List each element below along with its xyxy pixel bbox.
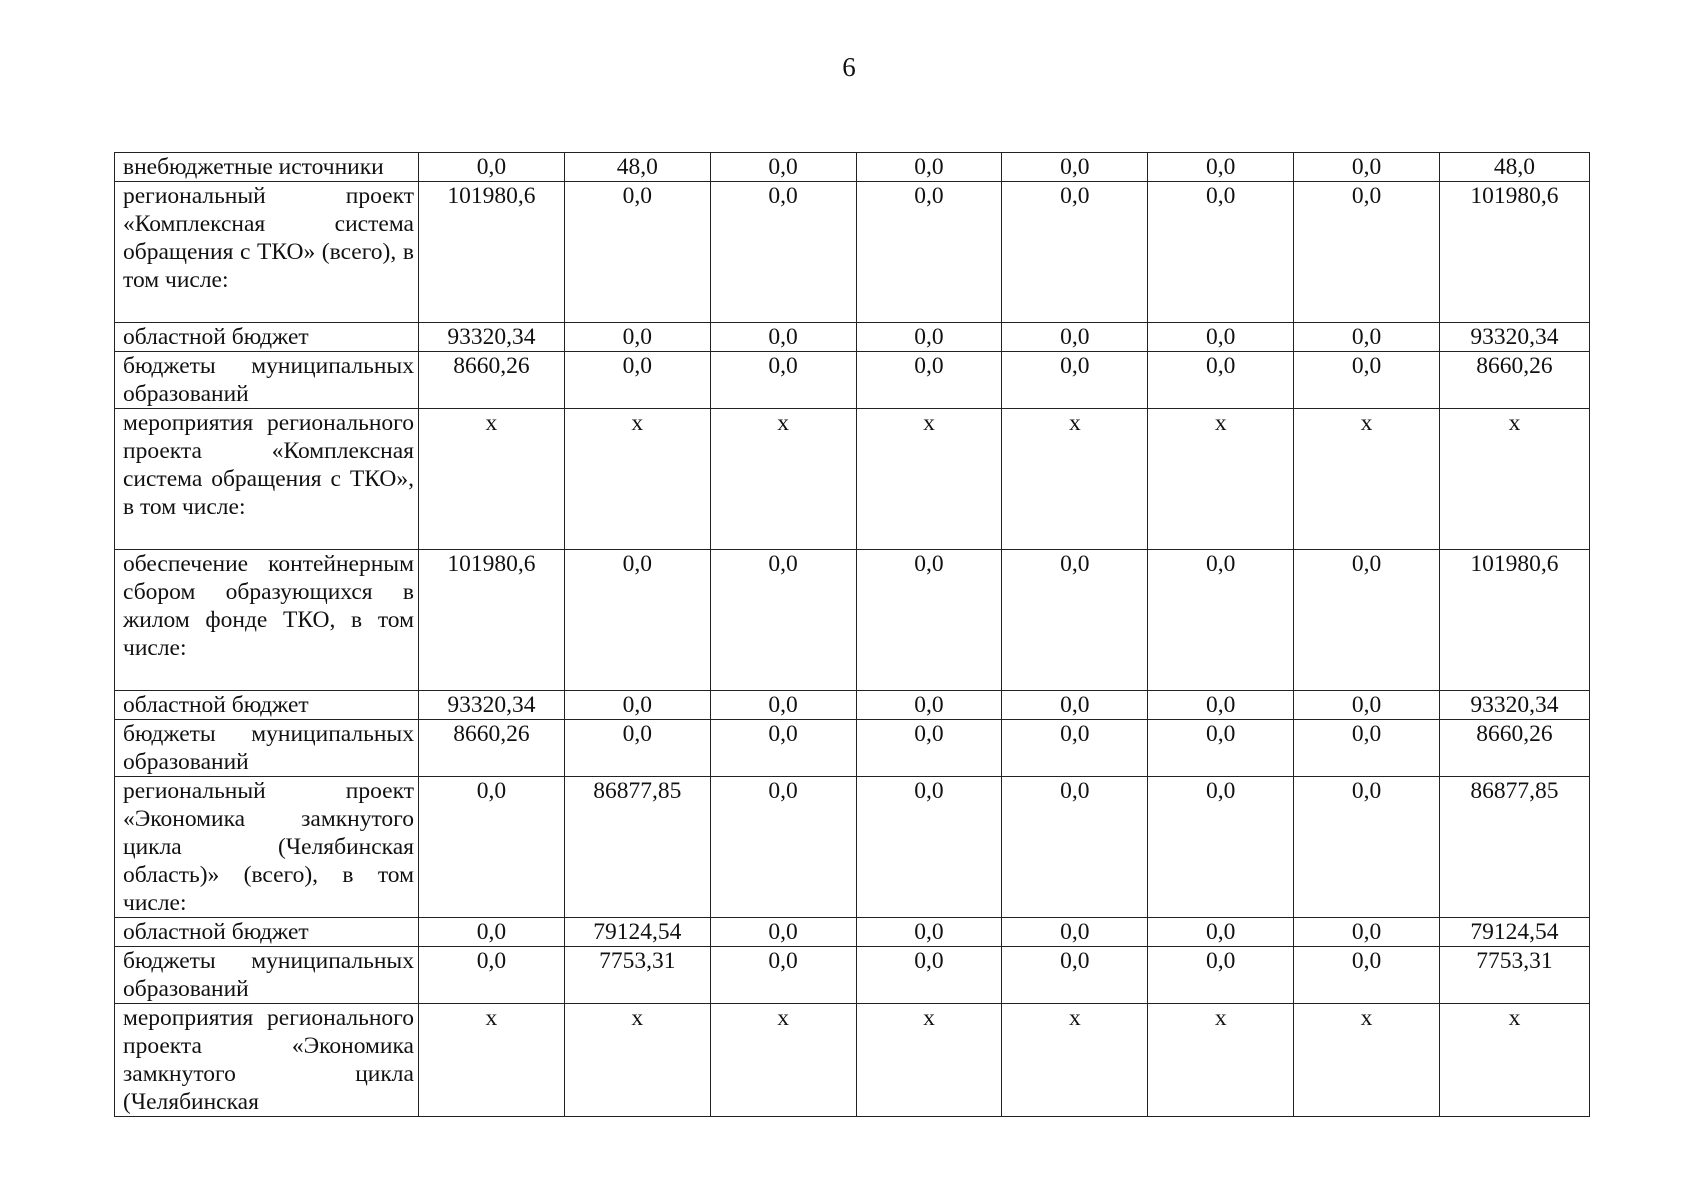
table-body <box>115 153 1590 1117</box>
value-cell: 0,0 <box>1002 352 1148 409</box>
row-label: региональный проект «Экономика замкнутого цикла (Челябинская область)» (всего), в том числе: <box>115 777 419 918</box>
value-cell: 79124,54 <box>564 918 710 947</box>
value-cell: 8660,26 <box>418 720 564 777</box>
value-cell: 0,0 <box>856 153 1002 182</box>
value-cell: 0,0 <box>1294 720 1440 777</box>
value-cell: x <box>1002 1004 1148 1117</box>
value-cell: 0,0 <box>856 691 1002 720</box>
value-cell: 0,0 <box>564 720 710 777</box>
value-cell: 0,0 <box>564 550 710 691</box>
value-cell: 0,0 <box>1002 947 1148 1004</box>
value-cell: 0,0 <box>1002 153 1148 182</box>
value-cell: x <box>856 409 1002 550</box>
table-row <box>115 947 1590 1004</box>
value-cell: 0,0 <box>1148 918 1294 947</box>
value-cell: 101980,6 <box>1439 182 1589 323</box>
value-cell: 79124,54 <box>1439 918 1589 947</box>
value-cell: 0,0 <box>1294 947 1440 1004</box>
table-row <box>115 691 1590 720</box>
value-cell: 0,0 <box>856 947 1002 1004</box>
value-cell: 0,0 <box>710 947 856 1004</box>
value-cell: x <box>418 409 564 550</box>
table-row <box>115 182 1590 323</box>
value-cell: 0,0 <box>1148 153 1294 182</box>
value-cell: 101980,6 <box>418 550 564 691</box>
value-cell: x <box>1439 409 1589 550</box>
row-label: бюджеты муниципальных образований <box>115 352 419 409</box>
value-cell: 0,0 <box>856 352 1002 409</box>
value-cell: x <box>564 409 710 550</box>
value-cell: 0,0 <box>1002 918 1148 947</box>
value-cell: 93320,34 <box>1439 323 1589 352</box>
value-cell: 0,0 <box>710 777 856 918</box>
value-cell: x <box>856 1004 1002 1117</box>
value-cell: 7753,31 <box>1439 947 1589 1004</box>
value-cell: 0,0 <box>1294 691 1440 720</box>
value-cell: x <box>1294 409 1440 550</box>
value-cell: 0,0 <box>710 352 856 409</box>
value-cell: x <box>1148 1004 1294 1117</box>
value-cell: 0,0 <box>1002 777 1148 918</box>
table-row <box>115 1004 1590 1117</box>
value-cell: x <box>1439 1004 1589 1117</box>
value-cell: x <box>564 1004 710 1117</box>
value-cell: x <box>1294 1004 1440 1117</box>
value-cell: 0,0 <box>856 720 1002 777</box>
row-label: областной бюджет <box>115 323 419 352</box>
value-cell: x <box>710 1004 856 1117</box>
value-cell: 0,0 <box>1002 691 1148 720</box>
value-cell: 0,0 <box>418 947 564 1004</box>
row-label: бюджеты муниципальных образований <box>115 947 419 1004</box>
value-cell: 0,0 <box>1294 182 1440 323</box>
value-cell: x <box>710 409 856 550</box>
value-cell: 0,0 <box>1148 691 1294 720</box>
value-cell: 0,0 <box>1294 777 1440 918</box>
value-cell: 0,0 <box>564 691 710 720</box>
value-cell: 0,0 <box>1148 550 1294 691</box>
value-cell: 101980,6 <box>1439 550 1589 691</box>
row-label: мероприятия регионального проекта «Комплексная система обращения с ТКО», в том числе: <box>115 409 419 550</box>
value-cell: 0,0 <box>856 777 1002 918</box>
value-cell: 48,0 <box>564 153 710 182</box>
value-cell: 0,0 <box>710 720 856 777</box>
budget-table <box>114 152 1590 1117</box>
value-cell: 86877,85 <box>564 777 710 918</box>
value-cell: 0,0 <box>564 182 710 323</box>
table-row <box>115 409 1590 550</box>
row-label: региональный проект «Комплексная система обращения с ТКО» (всего), в том числе: <box>115 182 419 323</box>
table-row <box>115 720 1590 777</box>
value-cell: 8660,26 <box>1439 352 1589 409</box>
table-row <box>115 153 1590 182</box>
value-cell: x <box>418 1004 564 1117</box>
value-cell: 0,0 <box>1294 918 1440 947</box>
row-label: областной бюджет <box>115 918 419 947</box>
value-cell: 0,0 <box>710 918 856 947</box>
table-row <box>115 918 1590 947</box>
row-label: мероприятия регионального проекта «Экономика замкнутого цикла (Челябинская <box>115 1004 419 1117</box>
row-label: областной бюджет <box>115 691 419 720</box>
value-cell: 0,0 <box>564 323 710 352</box>
table-row <box>115 550 1590 691</box>
value-cell: 7753,31 <box>564 947 710 1004</box>
value-cell: 0,0 <box>1294 550 1440 691</box>
value-cell: 0,0 <box>1294 323 1440 352</box>
value-cell: 93320,34 <box>418 691 564 720</box>
value-cell: 0,0 <box>710 153 856 182</box>
value-cell: x <box>1002 409 1148 550</box>
value-cell: 0,0 <box>418 777 564 918</box>
value-cell: 0,0 <box>1002 323 1148 352</box>
value-cell: 0,0 <box>1148 182 1294 323</box>
value-cell: 0,0 <box>1148 323 1294 352</box>
value-cell: 0,0 <box>710 323 856 352</box>
value-cell: 0,0 <box>1294 352 1440 409</box>
value-cell: 0,0 <box>856 323 1002 352</box>
value-cell: 101980,6 <box>418 182 564 323</box>
value-cell: 0,0 <box>856 918 1002 947</box>
value-cell: 0,0 <box>1002 550 1148 691</box>
value-cell: 0,0 <box>564 352 710 409</box>
row-label: обеспечение контейнерным сбором образующихся в жилом фонде ТКО, в том числе: <box>115 550 419 691</box>
value-cell: 8660,26 <box>1439 720 1589 777</box>
value-cell: 93320,34 <box>418 323 564 352</box>
value-cell: 0,0 <box>1002 720 1148 777</box>
value-cell: 0,0 <box>1294 153 1440 182</box>
table-row <box>115 323 1590 352</box>
value-cell: 0,0 <box>418 153 564 182</box>
value-cell: 0,0 <box>710 691 856 720</box>
row-label: бюджеты муниципальных образований <box>115 720 419 777</box>
value-cell: 0,0 <box>710 182 856 323</box>
value-cell: x <box>1148 409 1294 550</box>
value-cell: 0,0 <box>1148 947 1294 1004</box>
page-number: 6 <box>842 52 856 82</box>
value-cell: 8660,26 <box>418 352 564 409</box>
value-cell: 0,0 <box>1148 777 1294 918</box>
value-cell: 0,0 <box>1148 720 1294 777</box>
value-cell: 0,0 <box>710 550 856 691</box>
value-cell: 93320,34 <box>1439 691 1589 720</box>
value-cell: 0,0 <box>856 550 1002 691</box>
row-label: внебюджетные источники <box>115 153 419 182</box>
value-cell: 0,0 <box>1002 182 1148 323</box>
value-cell: 48,0 <box>1439 153 1589 182</box>
value-cell: 0,0 <box>1148 352 1294 409</box>
table-row <box>115 352 1590 409</box>
table-row <box>115 777 1590 918</box>
value-cell: 0,0 <box>856 182 1002 323</box>
value-cell: 0,0 <box>418 918 564 947</box>
value-cell: 86877,85 <box>1439 777 1589 918</box>
